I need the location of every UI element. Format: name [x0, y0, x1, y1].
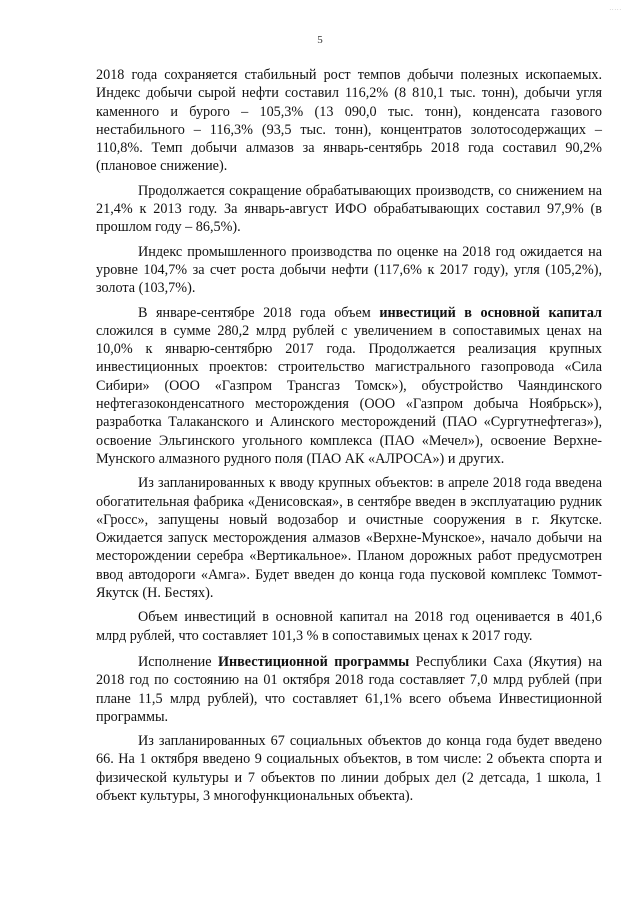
- paragraph-text: Из запланированных 67 социальных объектов до конца года будет введено 66. На 1 октября введено 9 социальных объектов, в том числе: 2 объекта спорта и физической культуры и 7 объектов по линии добрых дел (2 детсада, 1 школа, 1 объект культуры, 3 многофункциональных объекта).: [96, 733, 602, 804]
- bold-term-investments: инвестиций в основной капитал: [379, 304, 602, 321]
- paragraph-text: Республики Саха (Якутия) на 2018 год по состоянию на 01 октября 2018 года составляет 7,0 млрд рублей (при плане 11,5 млрд рублей), что составляет 61,1% всего объема Инвестиционной программы.: [96, 653, 603, 725]
- paragraph-investments: [96, 304, 602, 469]
- paragraph-mining-output: [96, 66, 602, 176]
- paragraph-text: Исполнение: [138, 653, 218, 670]
- document-body: [96, 66, 602, 805]
- paragraph-investment-program: [96, 653, 602, 726]
- scan-corner-mark: .....: [609, 6, 622, 12]
- paragraph-text: В январе-сентябре 2018 года объем: [138, 304, 380, 321]
- paragraph-social-objects: [96, 732, 602, 805]
- paragraph-text: Объем инвестиций в основной капитал на 2018 год оценивается в 401,6 млрд рублей, что составляет 101,3 % в сопоставимых ценах к 2017 году.: [96, 609, 602, 644]
- paragraph-text: Из запланированных к вводу крупных объектов: в апреле 2018 года введена обогатительная фабрика «Денисовская», в сентябре введен в эксплуатацию рудник «Гросс», запущены новый водозабор и очистные сооружения в г. Якутске. Ожидается запуск месторождения алмазов «Верхне-Мунское», начало добычи на месторождении серебра «Вертикальное». Планом дорожных работ предусмотрен ввод автодороги «Амга». Будет введен до конца года пусковой комплекс Томмот-Якутск (Н. Бестях).: [96, 475, 602, 602]
- page-number: 5: [317, 34, 323, 46]
- paragraph-major-objects: [96, 474, 602, 602]
- paragraph-text: Индекс промышленного производства по оценке на 2018 год ожидается на уровне 104,7% за счет роста добычи нефти (117,6% к 2017 году), угля (105,2%), золота (103,7%).: [96, 243, 602, 297]
- paragraph-industrial-index: [96, 243, 602, 298]
- paragraph-text: сложился в сумме 280,2 млрд рублей с увеличением в сопоставимых ценах на 10,0% к январю-сентябрю 2017 года. Продолжается реализация крупных инвестиционных проектов: строительство магистрального газопровода «Сила Сибири» (ООО «Газпром Трансгаз Томск»), обустройство Чаяндинского нефтегазоконденсатного месторождения (ООО «Газпром добыча Ноябрьск»), разработка Талаканского и Алинского месторождений (ПАО «Сургутнефтегаз»), освоение Эльгинского угольного комплекса (ПАО «Мечел»), освоение Верхне-Мунского алмазного рудного поля (ПАО АК «АЛРОСА») и других.: [96, 322, 602, 467]
- paragraph-manufacturing: [96, 182, 602, 237]
- paragraph-text: 2018 года сохраняется стабильный рост темпов добычи полезных ископаемых. Индекс добычи сырой нефти составил 116,2% (8 810,1 тыс. тонн), добычи угля каменного и бурого – 105,3% (13 090,0 тыс. тонн), конденсата газового нестабильного – 116,3% (93,5 тыс. тонн), концентратов золотосодержащих – 110,8%. Темп добычи алмазов за январь-сентябрь 2018 года составил 90,2% (плановое снижение).: [96, 67, 602, 175]
- paragraph-investment-estimate: [96, 608, 602, 645]
- paragraph-text: Продолжается сокращение обрабатывающих производств, со снижением на 21,4% к 2013 году. За январь-август ИФО обрабатывающих составил 97,9% (в прошлом году – 86,5%).: [96, 182, 602, 236]
- bold-term-investment-program: Инвестиционной программы: [217, 653, 410, 670]
